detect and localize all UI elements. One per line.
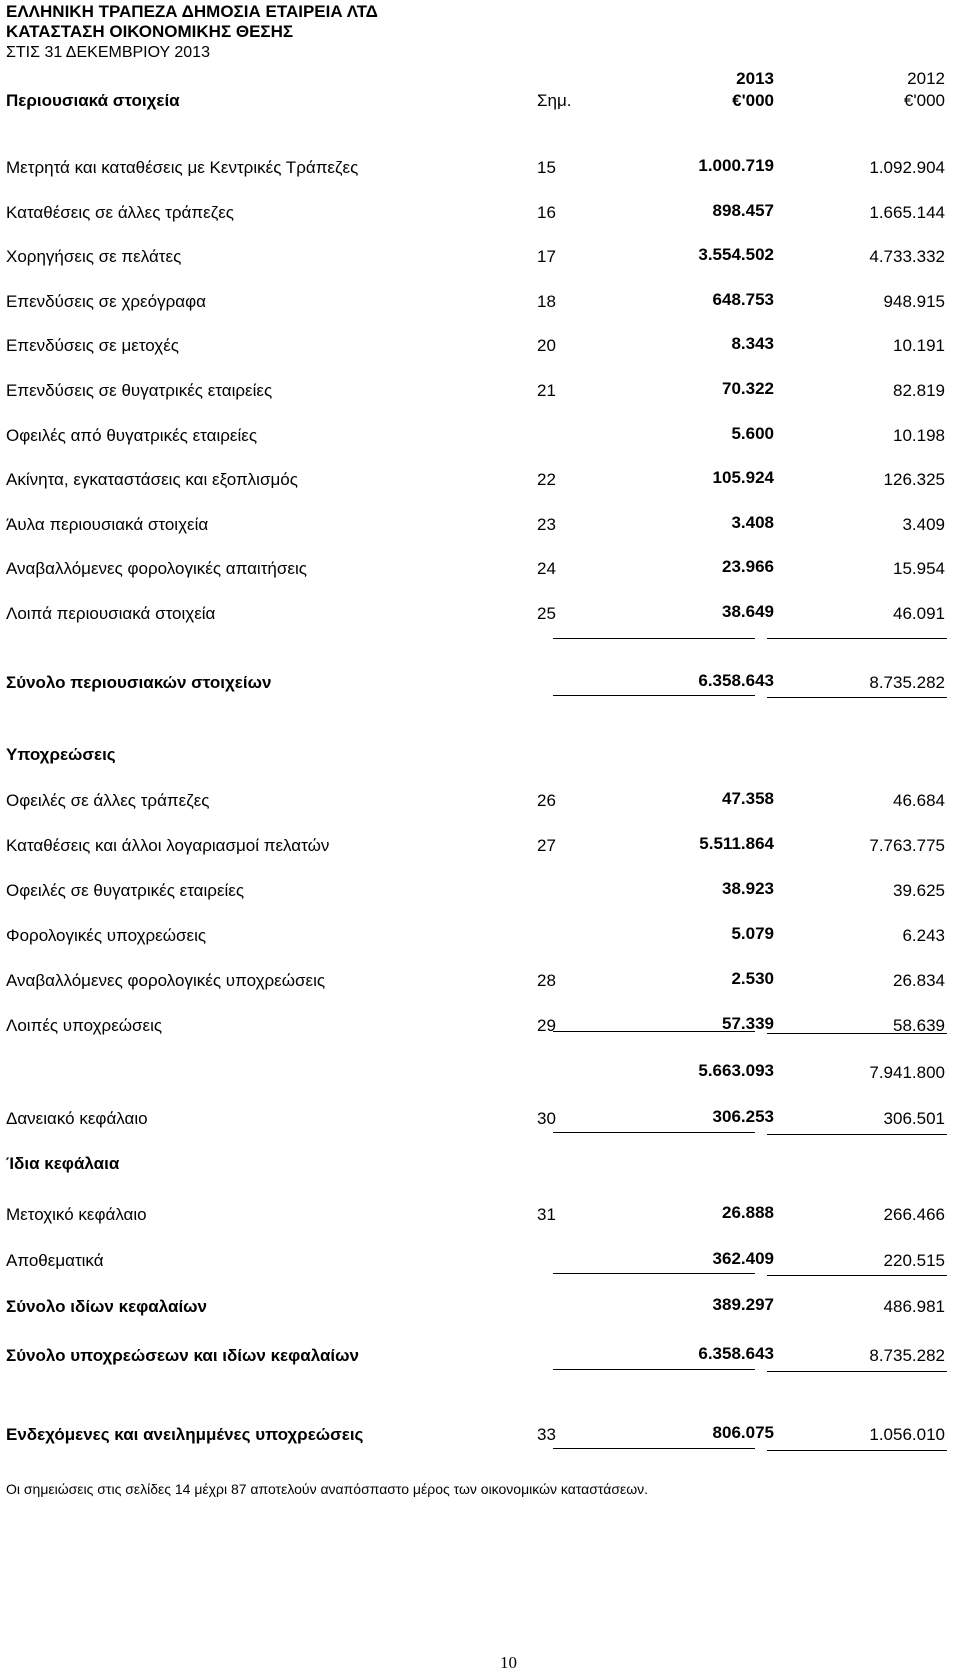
grand-total-label: Σύνολο υποχρεώσεων και ιδίων κεφαλαίων — [6, 1346, 359, 1365]
row-label: Λοιπά περιουσιακά στοιχεία — [6, 604, 216, 623]
row-value-2013: 362.409 — [712, 1249, 774, 1268]
row-value-2013: 26.888 — [722, 1203, 774, 1222]
row-value-2013: 5.511.864 — [699, 834, 774, 853]
row-label: Άυλα περιουσιακά στοιχεία — [6, 514, 209, 534]
row-note: 28 — [537, 971, 556, 990]
loan-capital-2013: 306.253 — [712, 1107, 774, 1126]
contingent-2012: 1.056.010 — [869, 1425, 945, 1444]
assets-total-label: Σύνολο περιουσιακών στοιχείων — [6, 673, 272, 692]
row-value-2012: 46.684 — [893, 791, 945, 810]
row-value-2013: 38.923 — [722, 879, 774, 898]
table-row — [0, 603, 960, 627]
table-row — [0, 558, 960, 582]
row-label: Καταθέσεις και άλλοι λογαριασμοί πελατών — [6, 836, 330, 855]
row-value-2012: 3.409 — [902, 514, 945, 534]
liab-subtotal-line-2013 — [553, 1031, 755, 1032]
page-number: 10 — [500, 1653, 517, 1672]
row-label: Αναβαλλόμενες φορολογικές υποχρεώσεις — [6, 971, 326, 990]
row-value-2013: 38.649 — [722, 602, 774, 621]
liabilities-subtotal-row — [0, 1062, 960, 1086]
grand-total-line-2012 — [767, 1371, 947, 1372]
loan-capital-label: Δανειακό κεφάλαιο — [6, 1109, 148, 1128]
contingent-label: Ενδεχόμενες και ανειλημμένες υποχρεώσεις — [6, 1425, 364, 1444]
table-row — [0, 335, 960, 359]
row-value-2013: 898.457 — [712, 200, 774, 220]
loan-capital-2012: 306.501 — [883, 1109, 945, 1128]
row-label: Αποθεματικά — [6, 1251, 104, 1270]
table-row — [0, 1204, 960, 1228]
grand-total-row — [0, 1345, 960, 1369]
contingent-note: 33 — [537, 1425, 556, 1444]
unit-2013-header: €'000 — [732, 91, 774, 110]
grand-total-2013: 6.358.643 — [698, 1344, 774, 1363]
row-value-2013: 47.358 — [722, 789, 774, 808]
loan-line-2013 — [553, 1132, 755, 1133]
row-label: Επενδύσεις σε μετοχές — [6, 336, 180, 356]
row-value-2012: 82.819 — [893, 381, 945, 400]
statement-date: ΣΤΙΣ 31 ΔΕΚΕΜΒΡΙΟΥ 2013 — [6, 44, 210, 61]
row-value-2012: 10.191 — [893, 336, 945, 356]
loan-line-2012 — [767, 1134, 947, 1135]
row-value-2012: 1.092.904 — [869, 158, 945, 177]
subtotal-line-2013 — [553, 638, 755, 639]
row-label: Μετοχικό κεφάλαιο — [6, 1205, 147, 1224]
row-value-2012: 7.763.775 — [869, 836, 945, 855]
liabilities-subtotal-2013: 5.663.093 — [698, 1061, 774, 1080]
note-column-header: Σημ. — [537, 91, 572, 110]
equity-total-label: Σύνολο ιδίων κεφαλαίων — [6, 1297, 207, 1316]
row-value-2012: 6.243 — [902, 926, 945, 945]
row-note: 31 — [537, 1205, 556, 1224]
liabilities-heading: Υποχρεώσεις — [6, 745, 116, 764]
row-label: Φορολογικές υποχρεώσεις — [6, 926, 207, 945]
table-row — [0, 835, 960, 859]
row-value-2013: 57.339 — [722, 1014, 774, 1033]
row-value-2012: 1.665.144 — [869, 202, 945, 222]
statement-title: ΚΑΤΑΣΤΑΣΗ ΟΙΚΟΝΟΜΙΚΗΣ ΘΕΣΗΣ — [6, 22, 294, 41]
row-note: 22 — [537, 470, 556, 490]
bank-name: ΕΛΛΗΝΙΚΗ ΤΡΑΠΕΖΑ ΔΗΜΟΣΙΑ ΕΤΑΙΡΕΙΑ ΛΤΔ — [6, 2, 378, 21]
table-row — [0, 246, 960, 270]
loan-capital-note: 30 — [537, 1109, 556, 1128]
row-label: Οφειλές σε άλλες τράπεζες — [6, 791, 210, 810]
table-row — [0, 469, 960, 493]
row-value-2013: 5.079 — [731, 924, 774, 943]
year-2013-header: 2013 — [736, 69, 774, 88]
table-row — [0, 157, 960, 181]
row-value-2013: 2.530 — [731, 969, 774, 988]
row-value-2012: 58.639 — [893, 1016, 945, 1035]
contingent-line-2013 — [553, 1448, 755, 1449]
liab-subtotal-line-2012 — [767, 1033, 947, 1034]
row-value-2012: 26.834 — [893, 971, 945, 990]
liabilities-subtotal-2012: 7.941.800 — [869, 1063, 945, 1082]
contingent-2013: 806.075 — [712, 1423, 774, 1442]
row-value-2012: 266.466 — [883, 1205, 945, 1224]
row-note: 15 — [537, 158, 556, 177]
table-row — [0, 380, 960, 404]
total-line-2013 — [553, 695, 755, 696]
row-note: 21 — [537, 381, 556, 400]
table-row — [0, 790, 960, 814]
table-row — [0, 425, 960, 449]
equity-heading-row — [0, 1153, 960, 1177]
row-note: 18 — [537, 291, 556, 311]
total-line-2012 — [767, 697, 947, 698]
column-header-row — [0, 90, 960, 114]
table-row — [0, 880, 960, 904]
table-row — [0, 291, 960, 315]
row-note: 16 — [537, 202, 556, 222]
row-value-2013: 1.000.719 — [698, 156, 774, 175]
row-value-2013: 3.408 — [731, 512, 774, 532]
row-label: Ακίνητα, εγκαταστάσεις και εξοπλισμός — [6, 470, 298, 490]
row-note: 25 — [537, 604, 556, 623]
assets-total-row — [0, 672, 960, 696]
row-label: Χορηγήσεις σε πελάτες — [6, 247, 182, 267]
row-value-2013: 70.322 — [722, 379, 774, 398]
equity-total-row — [0, 1296, 960, 1320]
table-row — [0, 1250, 960, 1274]
row-note: 20 — [537, 336, 556, 356]
row-value-2013: 648.753 — [712, 289, 774, 309]
equity-total-2013: 389.297 — [712, 1295, 774, 1314]
row-value-2012: 948.915 — [883, 291, 945, 311]
row-label: Μετρητά και καταθέσεις με Κεντρικές Τράπεζες — [6, 158, 359, 177]
row-value-2012: 126.325 — [883, 470, 945, 490]
row-value-2012: 10.198 — [893, 425, 945, 445]
row-value-2013: 3.554.502 — [698, 245, 774, 265]
row-label: Επενδύσεις σε χρεόγραφα — [6, 291, 206, 311]
row-note: 29 — [537, 1016, 556, 1035]
row-value-2013: 105.924 — [712, 468, 774, 488]
assets-total-2012: 8.735.282 — [869, 673, 945, 692]
liabilities-heading-row — [0, 744, 960, 768]
row-value-2013: 8.343 — [731, 334, 774, 354]
row-label: Οφειλές από θυγατρικές εταιρείες — [6, 425, 258, 445]
row-note: 23 — [537, 514, 556, 534]
section-heading-assets: Περιουσιακά στοιχεία — [6, 91, 180, 110]
grand-total-2012: 8.735.282 — [869, 1346, 945, 1365]
row-value-2012: 39.625 — [893, 881, 945, 900]
row-value-2012: 4.733.332 — [869, 247, 945, 267]
table-row — [0, 970, 960, 994]
row-label: Επενδύσεις σε θυγατρικές εταιρείες — [6, 381, 273, 400]
equity-line-2012 — [767, 1275, 947, 1276]
equity-line-2013 — [553, 1273, 755, 1274]
unit-2012-header: €'000 — [903, 91, 945, 110]
loan-capital-row — [0, 1108, 960, 1132]
equity-heading: Ίδια κεφάλαια — [6, 1154, 120, 1173]
grand-total-line-2013 — [553, 1369, 755, 1370]
contingent-row — [0, 1424, 960, 1448]
footer-note: Οι σημειώσεις στις σελίδες 14 μέχρι 87 αποτελούν αναπόσπαστο μέρος των οικονομικών καταστάσεων. — [6, 1481, 649, 1497]
row-value-2013: 5.600 — [731, 423, 774, 443]
row-label: Οφειλές σε θυγατρικές εταιρείες — [6, 881, 245, 900]
contingent-line-2012 — [767, 1450, 947, 1451]
assets-total-2013: 6.358.643 — [698, 671, 774, 690]
row-label: Αναβαλλόμενες φορολογικές απαιτήσεις — [6, 559, 307, 579]
row-note: 27 — [537, 836, 556, 855]
row-note: 24 — [537, 559, 556, 579]
table-row — [0, 514, 960, 538]
table-row — [0, 1015, 960, 1039]
table-row — [0, 202, 960, 226]
subtotal-line-2012 — [767, 638, 947, 639]
row-value-2013: 23.966 — [722, 557, 774, 577]
equity-total-2012: 486.981 — [883, 1297, 945, 1316]
row-label: Λοιπές υποχρεώσεις — [6, 1016, 163, 1035]
row-value-2012: 220.515 — [883, 1251, 945, 1270]
row-value-2012: 46.091 — [893, 604, 945, 623]
table-row — [0, 925, 960, 949]
row-note: 17 — [537, 247, 556, 267]
year-2012-header: 2012 — [907, 69, 945, 88]
row-label: Καταθέσεις σε άλλες τράπεζες — [6, 202, 234, 222]
row-note: 26 — [537, 791, 556, 810]
row-value-2012: 15.954 — [893, 559, 945, 579]
